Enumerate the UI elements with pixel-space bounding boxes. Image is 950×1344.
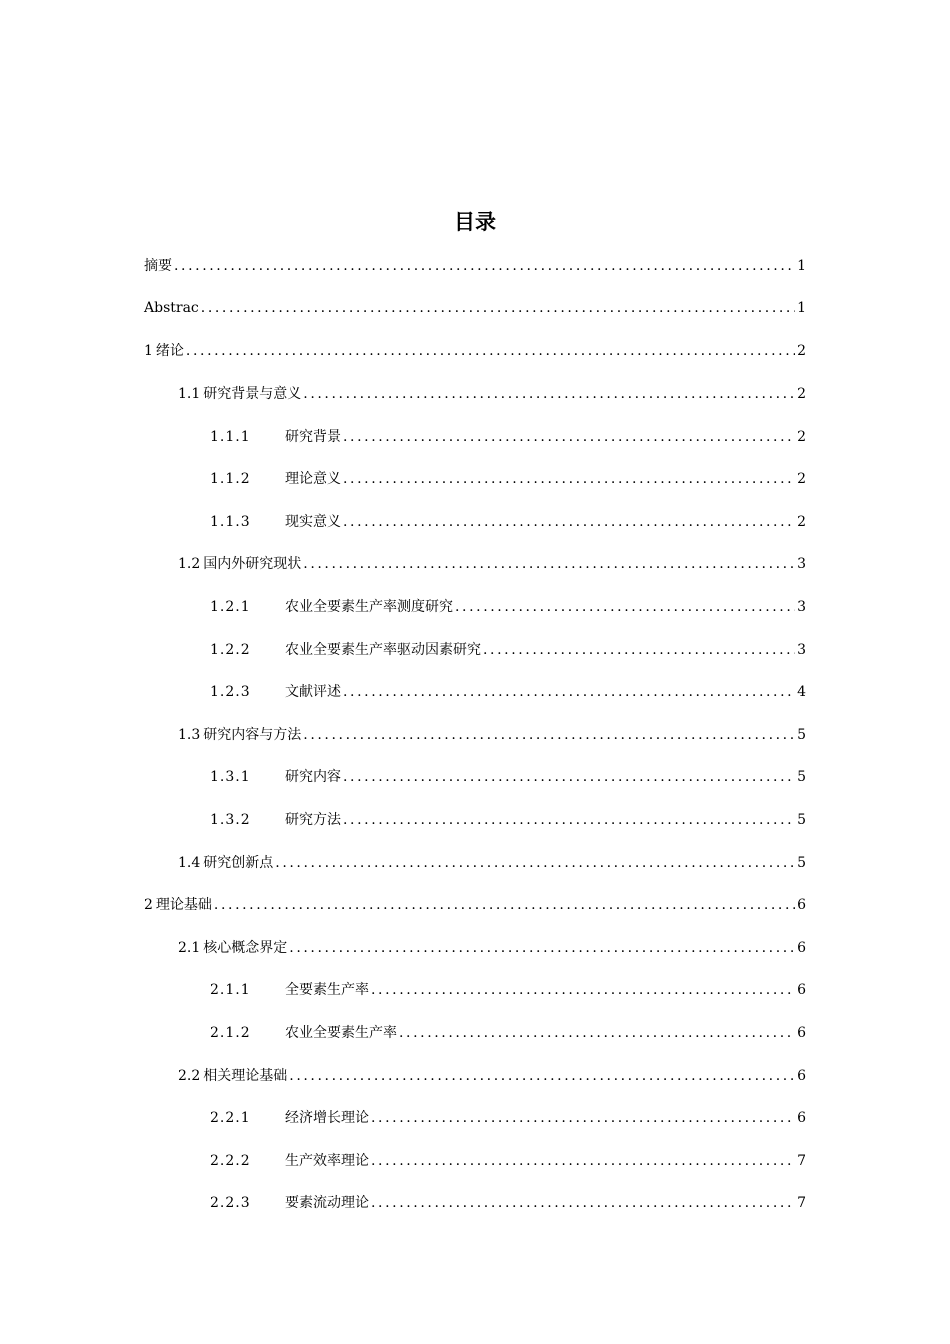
toc-page-number: 2: [797, 428, 806, 445]
dot-leader: [343, 429, 795, 445]
toc-section-title: 绪论: [155, 343, 184, 360]
toc-section-title: 研究方法: [285, 812, 341, 829]
toc-entry-content: [178, 852, 806, 872]
toc-entry[interactable]: [0, 670, 950, 713]
table-of-contents: [0, 244, 950, 1224]
toc-section-number: 2.2.1: [210, 1110, 251, 1127]
toc-entry-content: [178, 553, 806, 573]
toc-page-number: 5: [797, 854, 806, 871]
toc-section-number: 2.1: [178, 939, 201, 956]
dot-leader: [371, 1110, 795, 1126]
toc-section-number: 1.2.1: [210, 599, 251, 616]
toc-entry-content: [210, 639, 806, 659]
toc-entry[interactable]: [0, 414, 950, 457]
toc-entry[interactable]: [0, 840, 950, 883]
toc-section-number: 2.2.3: [210, 1195, 251, 1212]
toc-page-number: 6: [797, 1110, 806, 1127]
dot-leader: [343, 514, 795, 530]
toc-entry[interactable]: [0, 926, 950, 969]
toc-section-number: 2.2: [178, 1067, 201, 1084]
toc-page-number: 1: [797, 258, 806, 275]
toc-entry-content: [210, 511, 806, 531]
toc-entry[interactable]: [0, 883, 950, 926]
toc-section-title: 农业全要素生产率测度研究: [285, 599, 453, 616]
dot-leader: [399, 1025, 795, 1041]
toc-section-title: 理论意义: [285, 471, 341, 488]
toc-page-number: 3: [797, 599, 806, 616]
toc-entry[interactable]: [0, 457, 950, 500]
toc-section-title: 农业全要素生产率驱动因素研究: [285, 641, 481, 658]
toc-section-title: 理论基础: [155, 897, 212, 914]
toc-entry[interactable]: [0, 372, 950, 415]
toc-section-title: 相关理论基础: [203, 1067, 288, 1084]
toc-page-number: 2: [797, 471, 806, 488]
toc-section-number: 1.1.1: [210, 428, 251, 445]
toc-section-title: 全要素生产率: [285, 982, 369, 999]
toc-section-title: 现实意义: [285, 513, 341, 530]
dot-leader: [343, 684, 795, 700]
toc-section-number: 1.3: [178, 726, 201, 743]
toc-entry-content: [210, 426, 806, 446]
dot-leader: [455, 599, 795, 615]
dot-leader: [371, 1195, 795, 1211]
toc-entry-content: [178, 383, 806, 403]
toc-entry[interactable]: [0, 542, 950, 585]
toc-entry-content: [210, 766, 806, 786]
toc-section-number: 1.2: [178, 556, 201, 573]
toc-section-title: 研究内容: [285, 769, 341, 786]
toc-entry-content: [210, 809, 806, 829]
toc-section-title: 摘要: [144, 258, 172, 275]
toc-page-number: 7: [797, 1195, 806, 1212]
dot-leader: [343, 769, 795, 785]
toc-entry[interactable]: [0, 1011, 950, 1054]
toc-page-number: 6: [797, 1024, 806, 1041]
dot-leader: [174, 258, 795, 274]
toc-entry-content: [210, 596, 806, 616]
toc-entry[interactable]: [0, 627, 950, 670]
toc-section-title: 国内外研究现状: [203, 556, 302, 573]
dot-leader: [303, 556, 795, 572]
toc-entry[interactable]: [0, 329, 950, 372]
dot-leader: [371, 1153, 795, 1169]
toc-section-title: Abstrac: [144, 299, 199, 316]
toc-section-number: 1.1.3: [210, 513, 251, 530]
toc-page-number: 2: [797, 513, 806, 530]
toc-section-title: 研究背景: [285, 428, 341, 445]
dot-leader: [201, 300, 795, 316]
toc-section-title: 研究背景与意义: [203, 386, 302, 403]
page-title: 目录: [454, 210, 496, 235]
toc-section-number: 1.3.1: [210, 769, 251, 786]
dot-leader: [371, 982, 795, 998]
toc-entry[interactable]: [0, 968, 950, 1011]
toc-section-title: 农业全要素生产率: [285, 1024, 397, 1041]
toc-entry[interactable]: [0, 1096, 950, 1139]
dot-leader: [483, 642, 795, 658]
toc-section-title: 经济增长理论: [285, 1110, 369, 1127]
toc-entry-content: [210, 468, 806, 488]
toc-section-number: 2.1.2: [210, 1024, 251, 1041]
toc-entry-content: [210, 1022, 806, 1042]
toc-page-number: 5: [797, 769, 806, 786]
dot-leader: [275, 855, 795, 871]
toc-page-number: 6: [797, 939, 806, 956]
toc-section-number: 1.1: [178, 386, 201, 403]
toc-entry[interactable]: [0, 500, 950, 543]
toc-entry[interactable]: [0, 713, 950, 756]
dot-leader: [303, 727, 795, 743]
toc-entry-content: [178, 1065, 806, 1085]
toc-entry-content: [178, 724, 806, 744]
toc-entry-content: [210, 979, 806, 999]
toc-section-title: 研究创新点: [203, 854, 274, 871]
toc-entry-content: [178, 937, 806, 957]
toc-page-number: 2: [797, 343, 806, 360]
toc-entry-content: [210, 1192, 806, 1212]
toc-page-number: 5: [797, 726, 806, 743]
dot-leader: [289, 940, 795, 956]
toc-entry[interactable]: [0, 244, 950, 287]
toc-section-title: 生产效率理论: [285, 1152, 369, 1169]
toc-entry[interactable]: [0, 287, 950, 330]
dot-leader: [303, 386, 795, 402]
toc-entry-content: [144, 255, 806, 275]
toc-entry[interactable]: [0, 798, 950, 841]
toc-section-number: 2.2.2: [210, 1152, 251, 1169]
toc-section-number: 1.2.3: [210, 684, 251, 701]
toc-entry[interactable]: [0, 1053, 950, 1096]
toc-entry-content: [144, 894, 806, 914]
dot-leader: [343, 812, 795, 828]
toc-section-title: 文献评述: [285, 684, 341, 701]
toc-entry-content: [210, 1107, 806, 1127]
toc-entry[interactable]: [0, 755, 950, 798]
toc-entry-content: [144, 340, 806, 360]
toc-entry-content: [210, 1150, 806, 1170]
toc-section-title: 要素流动理论: [285, 1195, 369, 1212]
toc-section-number: 1.1.2: [210, 471, 251, 488]
toc-page-number: 2: [797, 386, 806, 403]
toc-entry[interactable]: [0, 585, 950, 628]
toc-page-number: 6: [797, 1067, 806, 1084]
toc-entry-content: [144, 300, 806, 316]
toc-page-number: 5: [797, 812, 806, 829]
toc-page-number: 1: [797, 299, 806, 316]
toc-section-number: 1.4: [178, 854, 201, 871]
dot-leader: [289, 1068, 795, 1084]
dot-leader: [214, 897, 795, 913]
toc-page-number: 7: [797, 1152, 806, 1169]
toc-page-number: 3: [797, 641, 806, 658]
toc-section-title: 核心概念界定: [203, 939, 288, 956]
toc-page-number: 4: [797, 684, 806, 701]
toc-section-number: 1.3.2: [210, 812, 251, 829]
toc-section-number: 2.1.1: [210, 982, 251, 999]
dot-leader: [186, 343, 795, 359]
toc-entry[interactable]: [0, 1181, 950, 1224]
toc-page-number: 6: [797, 982, 806, 999]
dot-leader: [343, 471, 795, 487]
toc-page-number: 6: [797, 897, 806, 914]
toc-entry-content: [210, 681, 806, 701]
toc-section-title: 研究内容与方法: [203, 726, 302, 743]
toc-page-number: 3: [797, 556, 806, 573]
toc-section-number: 1: [144, 343, 153, 360]
toc-entry[interactable]: [0, 1138, 950, 1181]
toc-section-number: 1.2.2: [210, 641, 251, 658]
toc-section-number: 2: [144, 897, 153, 914]
